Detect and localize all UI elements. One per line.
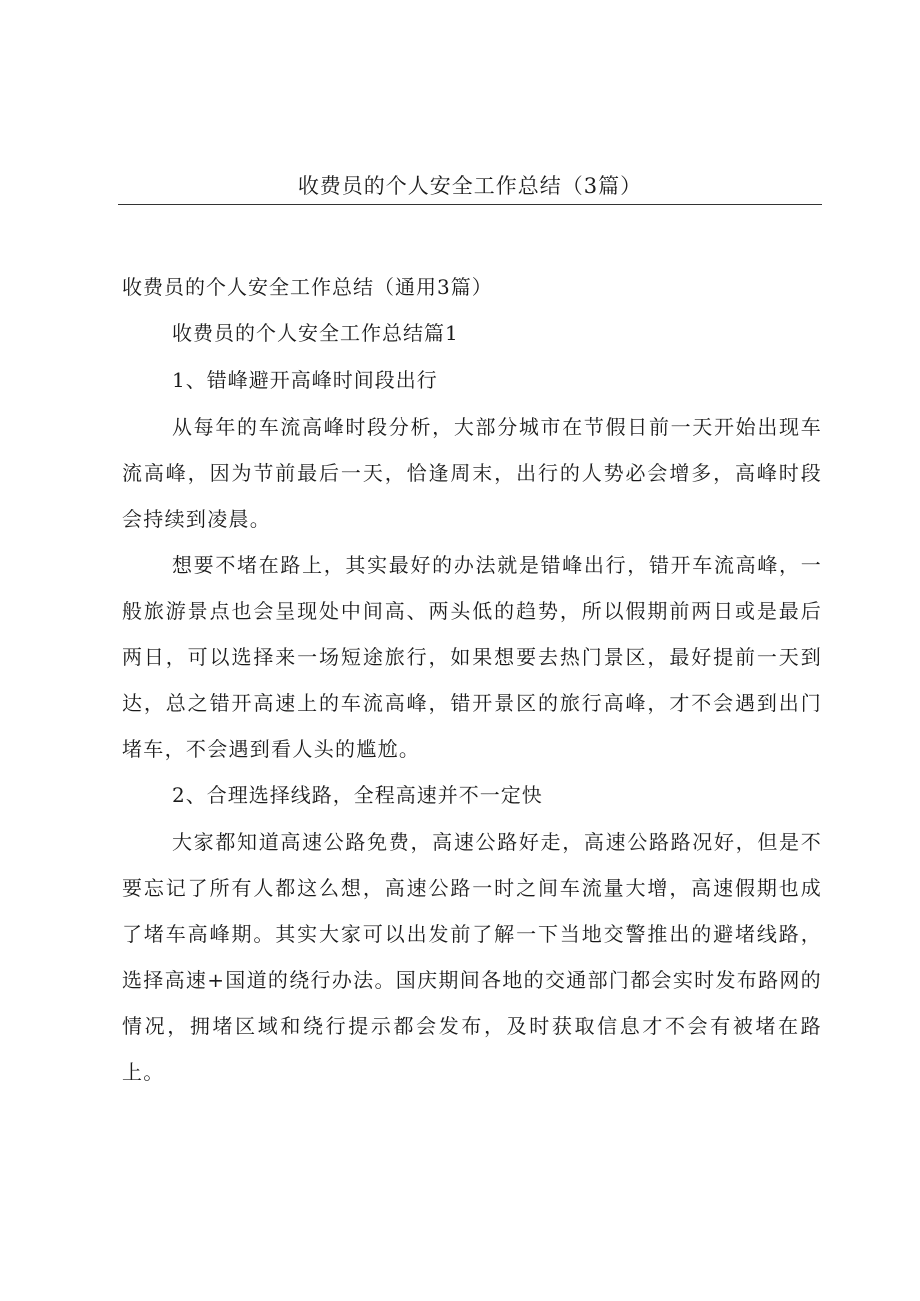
- section-heading: 收费员的个人安全工作总结篇1: [172, 321, 459, 345]
- document-subtitle: 收费员的个人安全工作总结（通用3篇）: [122, 275, 493, 299]
- item1-heading: 1、错峰避开高峰时间段出行: [172, 368, 438, 392]
- document-body: [122, 318, 822, 1103]
- item1-paragraph-2: 想要不堵在路上，其实最好的办法就是错峰出行，错开车流高峰，一般旅游景点也会呈现处中间高、两头低的趋势，所以假期前两日或是最后两日，可以选择来一场短途旅行，如果想要去热门景区，最好提前一天到达，总之错开高速上的车流高峰，错开景区的旅行高峰，才不会遇到出门堵车，不会遇到看人头的尴尬。: [122, 553, 822, 761]
- item1-paragraph-1: 从每年的车流高峰时段分析，大部分城市在节假日前一天开始出现车流高峰，因为节前最后一天，恰逢周末，出行的人势必会增多，高峰时段会持续到凌晨。: [122, 415, 822, 531]
- document-title: 收费员的个人安全工作总结（3篇）: [297, 174, 643, 198]
- item2-paragraph-1: 大家都知道高速公路免费，高速公路好走，高速公路路况好，但是不要忘记了所有人都这么想，高速公路一时之间车流量大增，高速假期也成了堵车高峰期。其实大家可以出发前了解一下当地交警推出的避堵线路，选择高速+国道的绕行办法。国庆期间各地的交通部门都会实时发布路网的情况，拥堵区域和绕行提示都会发布，及时获取信息才不会有被堵在路上。: [122, 830, 822, 1084]
- title-block: [118, 168, 822, 205]
- item2-heading: 2、合理选择线路，全程高速并不一定快: [172, 783, 543, 807]
